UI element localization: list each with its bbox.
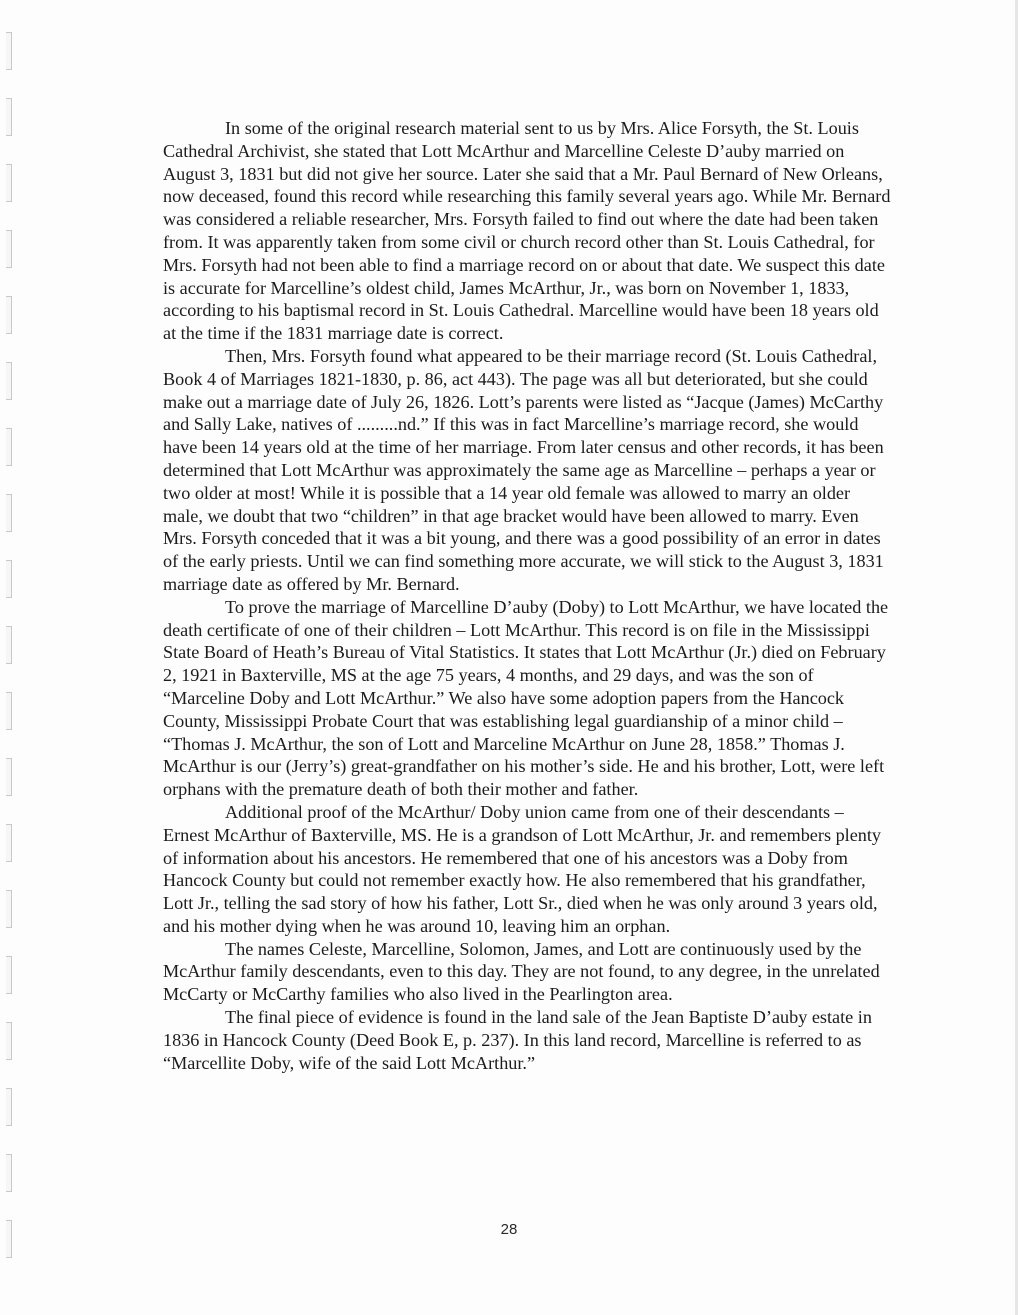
binder-hole — [6, 758, 12, 796]
binder-hole — [6, 164, 12, 202]
binder-hole — [6, 362, 12, 400]
page-number: 28 — [500, 1221, 518, 1238]
paragraph: The names Celeste, Marcelline, Solomon, James, and Lott are continuously used by the McArthur family descendants, even to this day. They are not found, to any degree, in the unrelated McCarty or McCarthy families who also lived in the Pearlington area. — [163, 938, 880, 1005]
binder-hole — [6, 890, 12, 928]
binder-hole — [6, 1154, 12, 1192]
binder-holes — [0, 20, 20, 1300]
paragraph: Then, Mrs. Forsyth found what appeared to be their marriage record (St. Louis Cathedral, Book 4 of Marriages 1821-1830, p. 86, act 443). The page was all but deteriorated, but she could make out a marriage date of July 26, 1826. Lott’s parents were listed as “Jacque (James) McCarthy and Sally Lake, natives of .........nd.” If this was in fact Marcelline’s marriage record, she would have been 14 years old at the time of her marriage. From later census and other records, it has been determined that Lott McArthur was approximately the same age as Marcelline – perhaps a year or two older at most! While it is possible that a 14 year old female was allowed to marry an older male, we doubt that two “children” in that age bracket would have been allowed to marry. Even Mrs. Forsyth conceded that it was a bit young, and there was a good possibility of an error in dates of the early priests. Until we can find something more accurate, we will stick to the August 3, 1831 marriage date as offered by Mr. Bernard. — [163, 345, 884, 594]
binder-hole — [6, 626, 12, 664]
binder-hole — [6, 692, 12, 730]
binder-hole — [6, 494, 12, 532]
body-text — [163, 117, 893, 1074]
binder-hole — [6, 98, 12, 136]
paragraph: In some of the original research material sent to us by Mrs. Alice Forsyth, the St. Louis Cathedral Archivist, she stated that Lott McArthur and Marcelline Celeste D’auby married on August 3, 1831 but did not give her source. Later she said that a Mr. Paul Bernard of New Orleans, now deceased, found this record while researching this family several years ago. While Mr. Bernard was considered a reliable researcher, Mrs. Forsyth failed to find out where the date had been taken from. It was apparently taken from some civil or church record other than St. Louis Cathedral, for Mrs. Forsyth had not been able to find a marriage record on or about that date. We suspect this date is accurate for Marcelline’s oldest child, James McArthur, Jr., was born on November 1, 1833, according to his baptismal record in St. Louis Cathedral. Marcelline would have been 18 years old at the time if the 1831 marriage date is correct. — [163, 118, 891, 344]
binder-hole — [6, 1088, 12, 1126]
binder-hole — [6, 824, 12, 862]
binder-hole — [6, 230, 12, 268]
binder-hole — [6, 1022, 12, 1060]
paragraph: To prove the marriage of Marcelline D’auby (Doby) to Lott McArthur, we have located the death certificate of one of their children – Lott McArthur. This record is on file in the Mississippi State Board of Heath’s Bureau of Vital Statistics. It states that Lott McArthur (Jr.) died on February 2, 1921 in Baxterville, MS at the age 75 years, 4 months, and 29 days, and was the son of “Marceline Doby and Lott McArthur.” We also have some adoption papers from the Hancock County, Mississippi Probate Court that was establishing legal guardianship of a minor child – “Thomas J. McArthur, the son of Lott and Marceline McArthur on June 28, 1858.” Thomas J. McArthur is our (Jerry’s) great-grandfather on his mother’s side. He and his brother, Lott, were left orphans with the premature death of both their mother and father. — [163, 596, 889, 800]
binder-hole — [6, 296, 12, 334]
binder-hole — [6, 428, 12, 466]
binder-hole — [6, 560, 12, 598]
paragraph: The final piece of evidence is found in the land sale of the Jean Baptiste D’auby estate in 1836 in Hancock County (Deed Book E, p. 237). In this land record, Marcelline is referred to as “Marcellite Doby, wife of the said Lott McArthur.” — [163, 1007, 872, 1073]
paragraph: Additional proof of the McArthur/ Doby union came from one of their descendants – Ernest McArthur of Baxterville, MS. He is a grandson of Lott McArthur, Jr. and remembers plenty of information about his ancestors. He remembered that one of his ancestors was a Doby from Hancock County but could not remember exactly how. He also remembered that his grandfather, Lott Jr., telling the sad story of how his father, Lott Sr., died when he was only around 3 years old, and his mother dying when he was around 10, leaving him an orphan. — [163, 801, 882, 936]
binder-hole — [6, 956, 12, 994]
binder-hole — [6, 32, 12, 70]
